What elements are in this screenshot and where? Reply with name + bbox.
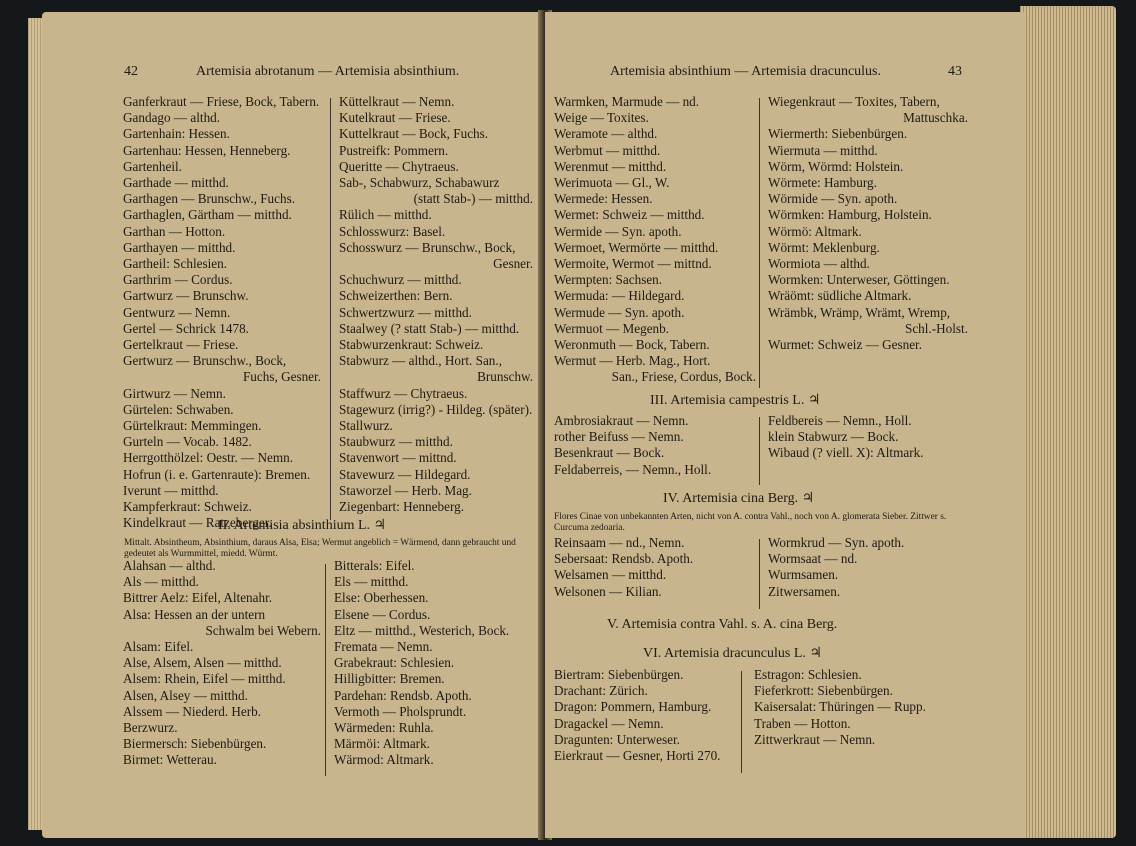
entry: Hofrun (i. e. Gartenraute): Bremen. — [123, 466, 311, 482]
entry: Schlosswurz: Basel. — [339, 223, 446, 239]
entry: Wiermerth: Siebenbürgen. — [768, 126, 908, 142]
entry: Iverunt — mitthd. — [123, 482, 219, 498]
entry: Drachant: Zürich. — [554, 683, 648, 699]
section-heading-campestris: III. Artemisia campestris L. ♃ — [650, 393, 821, 408]
entry: Staffwurz — Chytraeus. — [339, 385, 468, 401]
right-col-1 — [554, 94, 758, 386]
entry: Ambrosiakraut — Nemn. — [554, 413, 689, 428]
entry: Gürtelen: Schwaben. — [123, 401, 234, 417]
entry: Wormken: Unterweser, Göttingen. — [768, 272, 950, 288]
entry: Garthayen — mitthd. — [123, 239, 236, 255]
entry: Wermuda: — Hildegard. — [554, 288, 685, 304]
entry: Elsene — Cordus. — [334, 606, 431, 622]
entry: Wörmide — Syn. apoth. — [768, 191, 898, 207]
entry: Gartheil: Schlesien. — [123, 256, 228, 272]
entry: Biermersch: Siebenbürgen. — [123, 736, 267, 752]
entry: Pustreifk: Pommern. — [339, 142, 449, 158]
entry: Wermuot — Megenb. — [554, 320, 670, 336]
entry: Alahsan — althd. — [123, 558, 216, 573]
entry: Besenkraut — Bock. — [554, 445, 665, 461]
section-note: Mittalt. Absintheum, Absinthium, daraus Alsa, Elsa; Wermut angeblich = Wärmend, dann gebraucht und gedeutet als Wurmmittel, miedd. Würmt. — [124, 538, 516, 559]
entry: Wermut — Herb. Mag., Hort. — [554, 353, 711, 369]
entry: Wermede: Hessen. — [554, 191, 653, 207]
entry: Gurteln — Vocab. 1482. — [123, 434, 252, 450]
entry: Pardehan: Rendsb. Apoth. — [334, 687, 472, 703]
entry: Rülich — mitthd. — [339, 207, 432, 223]
entry: Alsem: Rhein, Eifel — mitthd. — [123, 671, 286, 687]
entry: Dragon: Pommern, Hamburg. — [554, 699, 712, 715]
entry: Wörm, Wörmd: Holstein. — [768, 158, 904, 174]
left-page — [42, 12, 540, 838]
entry: Hilligbitter: Bremen. — [334, 671, 445, 687]
entry: Alse, Alsem, Alsen — mitthd. — [123, 655, 282, 671]
entry: Dragunten: Unterweser. — [554, 731, 680, 747]
entry: Girtwurz — Nemn. — [123, 385, 226, 401]
entry: Welsamen — mitthd. — [554, 567, 667, 583]
entry: Wörmt: Meklenburg. — [768, 239, 880, 255]
entry: Ziegenbart: Henneberg. — [339, 499, 464, 515]
entry: Werbmut — mitthd. — [554, 142, 661, 158]
entry: Garthaglen, Gärtham — mitthd. — [123, 207, 292, 223]
entry: Wurmet: Schweiz — Gesner. — [768, 337, 923, 353]
entry: Werenmut — mitthd. — [554, 158, 667, 174]
entry: Traben — Hotton. — [754, 715, 851, 731]
entry: Ganferkraut — Friese, Bock, Tabern. — [123, 94, 320, 109]
entry: Warmken, Marmude — nd. — [554, 94, 700, 109]
entry: Gartwurz — Brunschw. — [123, 288, 249, 304]
right-col-8 — [754, 667, 964, 748]
entry: Stallwurz. — [339, 418, 393, 434]
entry: Schweizerthen: Bern. — [339, 288, 453, 304]
right-page-number: 43 — [948, 64, 962, 79]
entry: Sebersaat: Rendsb. Apoth. — [554, 551, 694, 567]
left-col-3 — [123, 558, 323, 769]
entry: Kuttelkraut — Bock, Fuchs. — [339, 126, 489, 142]
entry: Welsonen — Kilian. — [554, 583, 662, 599]
entry: Queritte — Chytraeus. — [339, 158, 459, 174]
entry: Gürtelkraut: Memmingen. — [123, 418, 262, 434]
entry: Stavewurz — Hildegard. — [339, 466, 471, 482]
entry: Sab-, Schabwurz, Schabawurz — [339, 175, 500, 191]
entry: Wormiota — althd. — [768, 256, 870, 272]
entry: Els — mitthd. — [334, 574, 409, 590]
entry: Weronmuth — Bock, Tabern. — [554, 337, 710, 353]
entry-continuation: Brunschw. — [477, 369, 533, 385]
entry: Garthrim — Cordus. — [123, 272, 233, 288]
right-col-6 — [768, 535, 970, 600]
column-rule — [741, 671, 742, 773]
section-heading-contra: V. Artemisia contra Vahl. s. A. cina Berg. — [607, 617, 838, 632]
entry: Zitwersamen. — [768, 583, 841, 599]
entry: Staalwey (? statt Stab-) — mitthd. — [339, 320, 520, 336]
entry: Stavenwort — mittnd. — [339, 450, 457, 466]
entry: Weramote — althd. — [554, 126, 658, 142]
section-heading-cina: IV. Artemisia cina Berg. ♃ — [663, 491, 815, 506]
entry: Wurmsamen. — [768, 567, 839, 583]
section-heading-absinthium: II. Artemisia absinthium L. ♃ — [218, 518, 387, 533]
left-page-number: 42 — [124, 64, 138, 79]
entry: Schuchwurz — mitthd. — [339, 272, 462, 288]
entry: Staubwurz — mitthd. — [339, 434, 453, 450]
entry: Dragackel — Nemn. — [554, 715, 664, 731]
entry: Zittwerkraut — Nemn. — [754, 731, 876, 747]
entry: Estragon: Schlesien. — [754, 667, 862, 682]
column-rule — [759, 98, 760, 388]
entry: Gartenhau: Hessen, Henneberg. — [123, 142, 291, 158]
entry: Bittrer Aelz: Eifel, Altenahr. — [123, 590, 273, 606]
entry: Gertelkraut — Friese. — [123, 337, 239, 353]
column-rule — [325, 564, 326, 776]
entry: Gartenheil. — [123, 158, 182, 174]
entry-continuation: Gesner. — [493, 256, 533, 272]
section-heading-dracunculus: VI. Artemisia dracunculus L. ♃ — [643, 646, 822, 661]
entry: Feldbereis — Nemn., Holl. — [768, 413, 912, 428]
page-edges-right — [1020, 6, 1116, 838]
entry: Gentwurz — Nemn. — [123, 304, 231, 320]
column-rule — [330, 98, 331, 520]
entry: Wormsaat — nd. — [768, 551, 858, 567]
entry: Bitterals: Eifel. — [334, 558, 415, 573]
entry: Gertel — Schrick 1478. — [123, 320, 249, 336]
right-col-5 — [554, 535, 758, 600]
entry: Alsa: Hessen an der untern — [123, 606, 266, 622]
entry: Stabwurzenkraut: Schweiz. — [339, 337, 484, 353]
entry: Stagewurz (irrig?) - Hildeg. (später). — [339, 401, 533, 417]
right-col-7 — [554, 667, 758, 764]
entry: Fremata — Nemn. — [334, 639, 433, 655]
entry: Else: Oberhessen. — [334, 590, 429, 606]
entry: Alssem — Niederd. Herb. — [123, 703, 262, 719]
entry: Als — mitthd. — [123, 574, 199, 590]
entry: Feldaberreis, — Nemn., Holl. — [554, 461, 712, 477]
right-col-3 — [554, 413, 758, 478]
entry: Wiegenkraut — Toxites, Tabern, — [768, 94, 940, 109]
entry: Reinsaam — nd., Nemn. — [554, 535, 685, 550]
entry: Birmet: Wetterau. — [123, 752, 217, 768]
entry: Wibaud (? viell. X): Altmark. — [768, 445, 924, 461]
right-col-2 — [768, 94, 970, 353]
entry: Alsam: Eifel. — [123, 639, 194, 655]
entry: Kampferkraut: Schweiz. — [123, 499, 252, 515]
entry: Wermet: Schweiz — mitthd. — [554, 207, 705, 223]
entry: Wärmod: Altmark. — [334, 752, 434, 768]
entry: Fieferkrott: Siebenbürgen. — [754, 683, 893, 699]
entry-continuation: San., Friese, Cordus, Bock. — [611, 369, 756, 385]
entry: Schosswurz — Brunschw., Bock, — [339, 239, 516, 255]
entry: Küttelkraut — Nemn. — [339, 94, 455, 109]
right-page — [545, 12, 1025, 838]
entry: Wermoet, Wermörte — mitthd. — [554, 239, 719, 255]
entry: Wermide — Syn. apoth. — [554, 223, 682, 239]
entry-continuation: (statt Stab-) — mitthd. — [413, 191, 533, 207]
entry: Garthan — Hotton. — [123, 223, 226, 239]
entry: Eltz — mitthd., Westerich, Bock. — [334, 622, 510, 638]
section-note: Flores Cinae von unbekannten Arten, nicht von A. contra Vahl., noch von A. glomerata Sieber. Zittwer s. Curcuma zedoaria. — [554, 512, 947, 533]
entry: Wiermuta — mitthd. — [768, 142, 878, 158]
entry: Kutelkraut — Friese. — [339, 110, 451, 126]
entry: Eierkraut — Gesner, Horti 270. — [554, 748, 721, 764]
entry: Staworzel — Herb. Mag. — [339, 482, 472, 498]
entry: Wermoite, Wermot — mittnd. — [554, 256, 712, 272]
entry: Wräömt: südliche Altmark. — [768, 288, 912, 304]
left-col-1 — [123, 94, 323, 531]
column-rule — [759, 539, 760, 609]
entry: Wermpten: Sachsen. — [554, 272, 663, 288]
entry: Alsen, Alsey — mitthd. — [123, 687, 248, 703]
left-col-4 — [334, 558, 534, 769]
right-col-4 — [768, 413, 970, 462]
entry: Wörmö: Altmark. — [768, 223, 862, 239]
entry: rother Beifuss — Nemn. — [554, 429, 684, 445]
entry: Berzwurz. — [123, 720, 178, 736]
right-running-head: Artemisia absinthium — Artemisia dracunculus. — [610, 64, 882, 79]
entry: Gandago — althd. — [123, 110, 221, 126]
entry: Märmöi: Altmark. — [334, 736, 430, 752]
entry: Wrämbk, Wrämp, Wrämt, Wremp, — [768, 304, 951, 320]
entry-continuation: Schl.-Holst. — [904, 320, 968, 336]
entry: Wermude — Syn. apoth. — [554, 304, 685, 320]
entry: Grabekraut: Schlesien. — [334, 655, 455, 671]
entry-continuation: Schwalm bei Webern. — [205, 622, 321, 638]
entry: Vermoth — Pholsprundt. — [334, 703, 467, 719]
entry: Kaisersalat: Thüringen — Rupp. — [754, 699, 926, 715]
entry-continuation: Mattuschka. — [903, 110, 968, 126]
entry: klein Stabwurz — Bock. — [768, 429, 899, 445]
entry: Gartenhain: Hessen. — [123, 126, 230, 142]
entry: Wörmken: Hamburg, Holstein. — [768, 207, 932, 223]
left-col-2 — [339, 94, 535, 515]
entry: Biertram: Siebenbürgen. — [554, 667, 684, 682]
left-running-head: Artemisia abrotanum — Artemisia absinthium. — [196, 64, 460, 79]
entry-continuation: Fuchs, Gesner. — [242, 369, 321, 385]
entry: Schwertzwurz — mitthd. — [339, 304, 472, 320]
entry: Wörmete: Hamburg. — [768, 175, 877, 191]
entry: Wormkrud — Syn. apoth. — [768, 535, 905, 550]
entry: Weige — Toxites. — [554, 110, 649, 126]
entry: Stabwurz — althd., Hort. San., — [339, 353, 502, 369]
entry: Kindelkraut — Ratzeberger. — [123, 515, 272, 531]
entry: Gertwurz — Brunschw., Bock, — [123, 353, 287, 369]
entry: Werimuota — Gl., W. — [554, 175, 670, 191]
entry: Wärmeden: Ruhla. — [334, 720, 434, 736]
column-rule — [759, 417, 760, 485]
entry: Garthagen — Brunschw., Fuchs. — [123, 191, 296, 207]
entry: Garthade — mitthd. — [123, 175, 229, 191]
entry: Herrgotthölzel: Oestr. — Nemn. — [123, 450, 294, 466]
